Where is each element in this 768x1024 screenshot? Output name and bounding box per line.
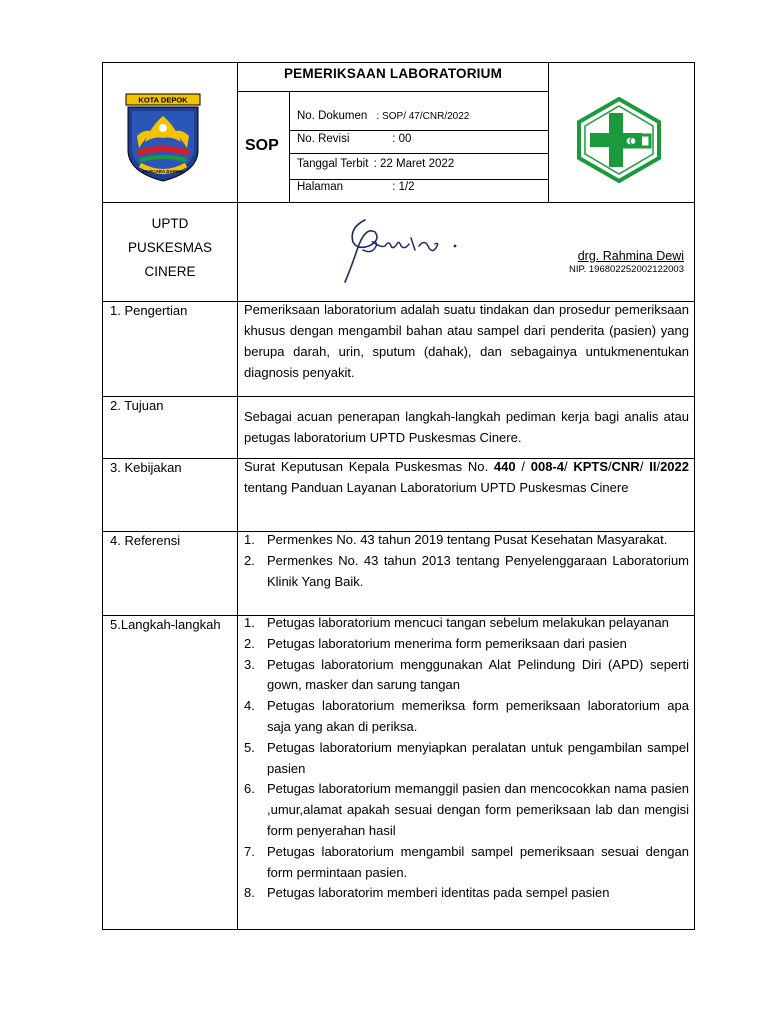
list-text: Petugas laboratorium mencuci tangan sebelum melakukan pelayanan	[267, 615, 669, 630]
list-number: 7.	[244, 843, 255, 859]
section-label-referensi: 4. Referensi	[110, 533, 181, 548]
meta-halaman	[297, 181, 415, 193]
table-border-top	[102, 62, 695, 63]
list-number: 6.	[244, 781, 255, 797]
document-title: PEMERIKSAAN LABORATORIUM	[283, 66, 503, 81]
list-text: Petugas laboratorim memberi identitas pada sempel pasien	[267, 885, 610, 901]
list-text: Petugas laboratorium memeriksa form pemeriksaan laboratorium apa saja yang akan di periksa.	[267, 698, 689, 734]
list-text: Permenkes No. 43 tahun 2013 tentang Penyelenggaraan Laboratorium Klinik Yang Baik.	[267, 552, 689, 589]
meta-label: Halaman	[297, 181, 344, 193]
meta-label: No. Dokumen	[297, 110, 368, 122]
kebijakan-bold: 2022	[660, 459, 689, 474]
org-line: CINERE	[144, 264, 196, 279]
signature-icon	[335, 210, 475, 290]
section-text-kebijakan	[244, 456, 689, 498]
section-label-pengertian: 1. Pengertian	[110, 303, 188, 318]
kebijakan-text: tentang Panduan Layanan Laboratorium UPTD Puskesmas Cinere	[244, 480, 629, 495]
meta-value: : 1/2	[392, 181, 415, 193]
puskesmas-logo-icon	[576, 97, 662, 183]
list-text: Petugas laboratorium mengambil sampel pemeriksaan sesuai dengan form permintaan pasien.	[267, 843, 689, 880]
meta-label: No. Revisi	[297, 133, 350, 145]
list-item	[244, 634, 689, 655]
list-number: 3.	[244, 656, 255, 672]
list-text: Petugas laboratorium memanggil pasien dan mencocokkan nama pasien ,umur,alamat apakah sesuai dengan form pemeriksaan lab dan mengisi form penyerahan hasil	[267, 781, 689, 838]
meta-value: : SOP/ 47/CNR/2022	[376, 111, 470, 122]
emblem-motto-text: PARCARA DARMA	[143, 169, 183, 174]
org-line: PUSKESMAS	[127, 240, 213, 255]
list-item	[244, 551, 689, 593]
list-number: 5.	[244, 739, 255, 755]
list-item	[244, 613, 689, 634]
kebijakan-bold: CNR	[611, 459, 640, 474]
table-border-right	[694, 62, 695, 930]
section-label-kebijakan: 3. Kebijakan	[110, 460, 182, 475]
list-number: 8.	[244, 885, 255, 901]
kebijakan-bold: II	[649, 459, 657, 474]
row-divider-2	[102, 396, 695, 397]
sop-label: SOP	[245, 137, 279, 154]
list-item	[244, 738, 689, 780]
meta-value: : 00	[392, 133, 412, 145]
list-number: 1.	[244, 532, 255, 547]
emblem-title-text: KOTA DEPOK	[138, 95, 188, 105]
kota-depok-emblem-icon	[123, 92, 203, 184]
list-number: 2.	[244, 635, 255, 651]
col-divider-left	[237, 62, 238, 930]
meta-value: : 22 Maret 2022	[373, 158, 455, 170]
meta-divider-1	[289, 130, 549, 131]
list-item	[244, 842, 689, 884]
list-item	[244, 779, 689, 841]
table-border-bottom	[102, 929, 695, 930]
kebijakan-bold: 440	[493, 459, 516, 474]
kebijakan-text: /	[608, 459, 612, 474]
organization-name	[103, 212, 237, 284]
referensi-list	[244, 530, 689, 592]
list-text: Permenkes No. 43 tahun 2019 tentang Pusat Kesehatan Masyarakat.	[267, 532, 668, 547]
org-line: UPTD	[151, 216, 189, 231]
list-item	[244, 883, 689, 904]
meta-divider-2	[289, 153, 549, 154]
kebijakan-text: /	[656, 459, 661, 474]
header-bottom	[102, 202, 695, 203]
section-text-pengertian: Pemeriksaan laboratorium adalah suatu tindakan dan prosedur pemeriksaan khusus dengan mengambil bahan atau sampel dari penderita (pasien) yang berupa darah, urin, sputum (dahak), dan sebagainya untukmenentukan diagnosis penyakit.	[244, 302, 689, 380]
col-divider-right	[548, 62, 549, 202]
list-item	[244, 696, 689, 738]
list-text: Petugas laboratorium menerima form pemeriksaan dari pasien	[267, 635, 627, 651]
meta-label: Tanggal Terbit	[297, 158, 369, 170]
kebijakan-text: /	[515, 459, 531, 474]
signer-nip: NIP. 196802252002122003	[569, 264, 684, 275]
kebijakan-text: /	[639, 459, 650, 474]
signer-name: drg. Rahmina Dewi	[577, 249, 684, 263]
meta-no-dokumen	[297, 110, 469, 122]
table-border-left	[102, 62, 103, 930]
list-item	[244, 655, 689, 697]
kebijakan-bold: 008-4	[530, 459, 564, 474]
sop-divider	[289, 91, 290, 202]
kebijakan-text: Surat Keputusan Kepala Puskesmas No.	[244, 459, 494, 474]
meta-tanggal-terbit	[297, 158, 454, 170]
kebijakan-text: /	[563, 459, 574, 474]
langkah-list	[244, 613, 689, 904]
meta-no-revisi	[297, 133, 411, 145]
list-number: 1.	[244, 615, 255, 630]
list-number: 2.	[244, 552, 255, 568]
meta-divider-3	[289, 179, 549, 180]
kebijakan-bold: KPTS	[573, 459, 609, 474]
section-label-langkah: 5.Langkah-langkah	[110, 617, 221, 632]
list-text: Petugas laboratorium menggunakan Alat Pelindung Diri (APD) seperti gown, masker dan sarung tangan	[267, 656, 689, 693]
list-text: Petugas laboratorium menyiapkan peralatan untuk pengambilan sampel pasien	[267, 739, 689, 776]
section-label-tujuan: 2. Tujuan	[110, 398, 164, 413]
list-item	[244, 530, 689, 551]
title-divider	[237, 91, 549, 92]
list-number: 4.	[244, 698, 255, 714]
section-text-tujuan: Sebagai acuan penerapan langkah-langkah pediman kerja bagi analis atau petugas laboratorium UPTD Puskesmas Cinere.	[244, 409, 689, 445]
